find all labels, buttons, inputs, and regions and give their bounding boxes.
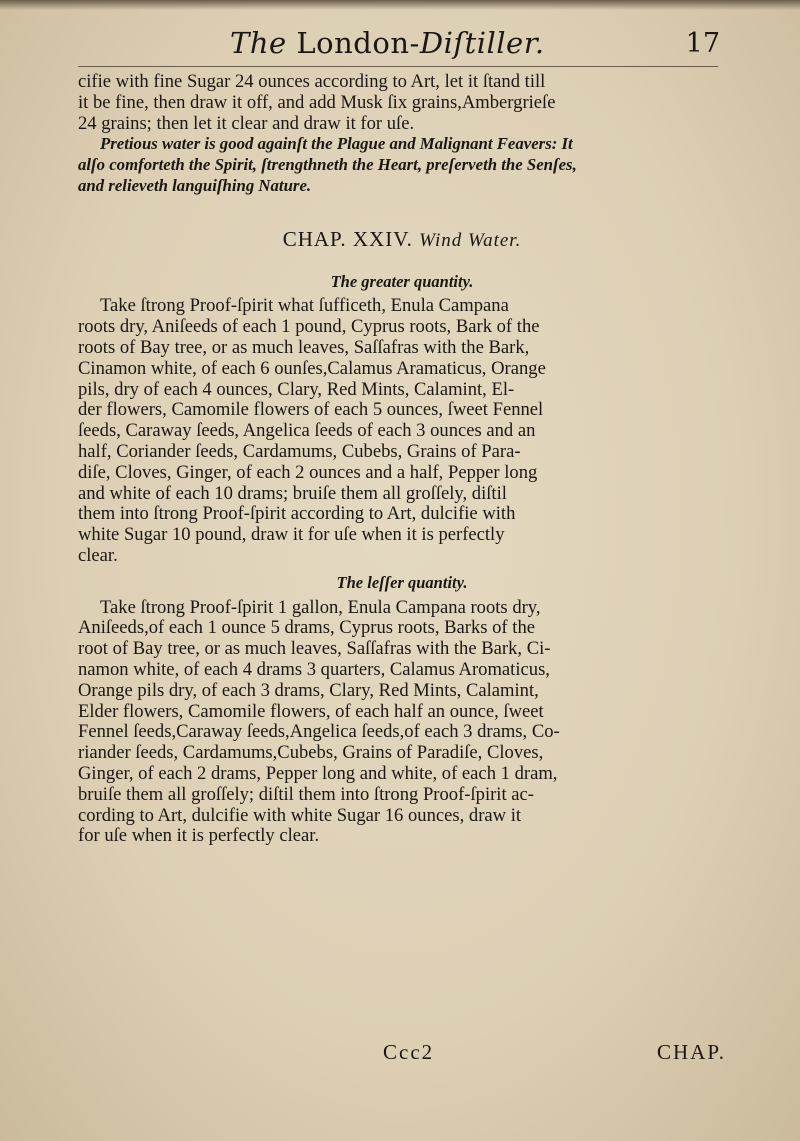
text-line: Pretious water is good againſt the Plague and Malignant Feavers: It [100,134,573,154]
header-rule [78,66,718,67]
text-line: them into ſtrong Proof-ſpirit according to Art, dulcifie with [78,503,516,525]
chapter-label: CHAP. XXIV. [282,226,413,251]
text-line: root of Bay tree, or as much leaves, Saſſafras with the Bark, Ci- [78,638,551,660]
intro-paragraph [78,72,726,134]
text-line: diſe, Cloves, Ginger, of each 2 ounces and a half, Pepper long [78,461,538,483]
text-line: clear. [78,544,118,566]
text-line: Fennel ſeeds,Caraway ſeeds,Angelica ſeeds,of each 3 drams, Co- [78,721,560,743]
text-line: white Sugar 10 pound, draw it for uſe when it is perfectly [78,524,505,546]
chapter-heading [78,226,726,252]
text-line: roots of Bay tree, or as much leaves, Saſſafras with the Bark, [78,336,530,358]
text-line: pils, dry of each 4 ounces, Clary, Red Mints, Calamint, El- [78,378,515,400]
chapter-title: Wind Water. [419,229,522,251]
text-line: for uſe when it is perfectly clear. [78,825,320,847]
running-title-article: The [230,26,297,60]
greater-quantity-recipe [78,296,726,566]
text-line: Take ſtrong Proof-ſpirit 1 gallon, Enula Campana roots dry, [100,596,541,618]
text-line: Aniſeeds,of each 1 ounce 5 drams, Cyprus roots, Barks of the [78,617,535,639]
text-line: roots dry, Aniſeeds of each 1 pound, Cyprus roots, Bark of the [78,316,540,338]
text-line: alſo comforteth the Spirit, ſtrengthneth the Heart, preſerveth the Senſes, [78,155,577,175]
text-line: and relieveth languiſhing Nature. [78,175,312,195]
text-line: it be fine, then draw it off, and add Musk ſix grains,Ambergrieſe [78,91,556,113]
text-line: bruiſe them all groſſely; diſtil them into ſtrong Proof-ſpirit ac- [78,783,534,805]
text-line: half, Coriander ſeeds, Cardamums, Cubebs, Grains of Para- [78,440,521,462]
text-line: der flowers, Camomile flowers of each 5 ounces, ſweet Fennel [78,399,544,421]
text-line: Take ſtrong Proof-ſpirit what ſufficeth, Enula Campana [100,295,509,317]
greater-quantity-heading: The greater quantity. [330,271,474,291]
text-line: riander ſeeds, Cardamums,Cubebs, Grains of Paradiſe, Cloves, [78,742,544,764]
text-line: Orange pils dry, of each 3 drams, Clary, Red Mints, Calamint, [78,679,539,701]
catchword: CHAP. [657,1040,726,1064]
page-number: 17 [685,28,720,59]
page-edge-shadow [0,0,800,10]
running-title-italic: Diſtiller. [419,26,545,60]
virtues-paragraph [78,134,726,196]
text-line: Ginger, of each 2 drams, Pepper long and white, of each 1 dram, [78,762,558,784]
running-title [230,26,545,60]
text-line: cording to Art, dulcifie with white Sugar 16 ounces, draw it [78,804,522,826]
text-line: 24 grains; then let it clear and draw it for uſe. [78,112,415,134]
text-line: namon white, of each 4 drams 3 quarters, Calamus Aromaticus, [78,658,550,680]
signature-mark: Ccc2 [383,1040,435,1064]
text-line: ſeeds, Caraway ſeeds, Angelica ſeeds of each 3 ounces and an [78,420,536,442]
lesser-quantity-recipe [78,598,726,848]
text-line: Elder flowers, Camomile flowers, of each half an ounce, ſweet [78,700,544,722]
page-footer [78,1040,726,1070]
page-header [80,26,720,70]
running-title-main: London- [296,26,420,60]
body-text [78,72,726,847]
text-line: Cinamon white, of each 6 ounſes,Calamus Aramaticus, Orange [78,357,546,379]
lesser-quantity-heading: The leſſer quantity. [336,572,468,592]
text-line: and white of each 10 drams; bruiſe them all groſſely, diſtil [78,482,507,504]
text-line: cifie with fine Sugar 24 ounces according to Art, let it ſtand till [78,71,546,92]
